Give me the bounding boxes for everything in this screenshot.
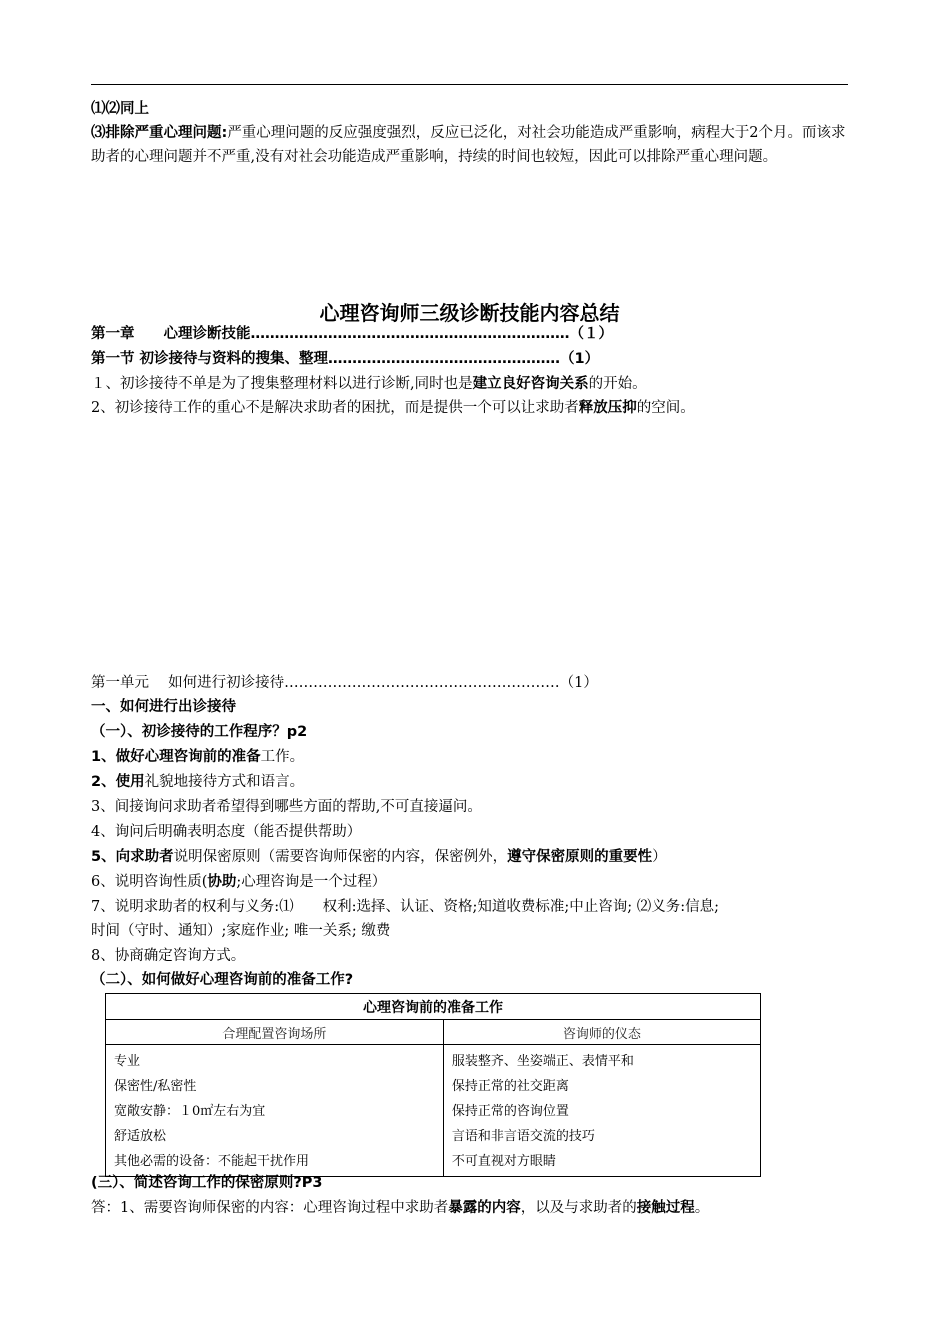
note-2-end: 的空间。 xyxy=(636,400,695,416)
toc-chapter: 第一章 心理诊断技能…………………………………………………………（１） xyxy=(91,326,613,342)
step-5-emphasis: 遵守保密原则的重要性 xyxy=(507,849,653,865)
list-item: 保持正常的社交距离 xyxy=(451,1079,569,1094)
step-6-end: ;心理咨询是一个过程） xyxy=(236,874,387,890)
table-header-demeanor: 咨询师的仪态 xyxy=(443,1020,760,1045)
answer-end: 。 xyxy=(694,1200,710,1216)
list-item: 言语和非言语交流的技巧 xyxy=(451,1129,595,1144)
demeanor-column xyxy=(443,1045,760,1177)
step-6-text: 6、说明咨询性质( xyxy=(91,874,208,890)
same-as-above-line: ⑴⑵同上 xyxy=(91,101,149,117)
heading-2: （一）、初诊接待的工作程序？p2 xyxy=(91,724,308,740)
exclude-serious-problem-text: 严重心理问题的反应强度强烈，反应已泛化，对社会功能造成严重影响，病程大于2个月。而该求助者的心理问题并不严重,没有对社会功能造成严重影响，持续的时间也较短，因此可以排除严重心理问题。 xyxy=(91,125,846,165)
step-7-continued: 时间（守时、通知）;家庭作业; 唯一关系; 缴费 xyxy=(91,923,391,939)
list-item: 保持正常的咨询位置 xyxy=(451,1104,569,1119)
list-item: 宽敞安静：１0㎡左右为宜 xyxy=(114,1104,266,1119)
step-5 xyxy=(91,847,667,867)
toc-section: 第一节 初诊接待与资料的搜集、整理…………………………………………（1） xyxy=(91,351,600,367)
document-title: 心理咨询师三级诊断技能内容总结 xyxy=(319,301,620,325)
step-5-text: 说明保密原则（需要咨询师保密的内容，保密例外， xyxy=(173,849,508,865)
step-2 xyxy=(91,772,304,792)
list-item: 服装整齐、坐姿端正、表情平和 xyxy=(451,1054,634,1069)
answer-text-2: ，以及与求助者的 xyxy=(520,1200,637,1216)
step-2-text: 礼貌地接待方式和语言。 xyxy=(144,774,305,790)
list-item: 舒适放松 xyxy=(114,1129,167,1144)
heading-1: 一、如何进行出诊接待 xyxy=(91,699,236,715)
step-3: 3、间接询问求助者希望得到哪些方面的帮助,不可直接逼问。 xyxy=(91,799,482,815)
step-5-bold: 5、向求助者 xyxy=(91,849,174,865)
step-1-text: 工作。 xyxy=(260,749,305,765)
step-1-bold: 1、做好心理咨询前的准备 xyxy=(91,749,261,765)
answer-line xyxy=(91,1198,709,1218)
preparation-table xyxy=(105,993,761,1177)
table-header-venue: 合理配置咨询场所 xyxy=(106,1020,444,1045)
heading-3: （二）、如何做好心理咨询前的准备工作? xyxy=(91,972,354,988)
heading-4: (三）、简述咨询工作的保密原则?P3 xyxy=(91,1175,323,1191)
answer-text: 答：1、需要咨询师保密的内容：心理咨询过程中求助者 xyxy=(91,1200,449,1216)
note-1-emphasis: 建立良好咨询关系 xyxy=(472,376,589,392)
step-2-bold: 2、使用 xyxy=(91,774,145,790)
note-2 xyxy=(91,398,695,418)
step-5-end: ） xyxy=(652,849,667,865)
step-8: 8、协商确定咨询方式。 xyxy=(91,948,246,964)
step-6-emphasis: 协助 xyxy=(207,874,237,890)
exclude-serious-problem-label: ⑶排除严重心理问题: xyxy=(91,125,228,141)
venue-column xyxy=(106,1045,444,1177)
note-1-text: １、初诊接待不单是为了搜集整理材料以进行诊断,同时也是 xyxy=(91,376,473,392)
step-4: 4、询问后明确表明态度（能否提供帮助） xyxy=(91,824,362,840)
note-2-text: 2、初诊接待工作的重心不是解决求助者的困扰，而是提供一个可以让求助者 xyxy=(91,400,579,416)
note-2-emphasis: 释放压抑 xyxy=(578,400,637,416)
header-rule xyxy=(91,84,848,85)
table-caption: 心理咨询前的准备工作 xyxy=(106,994,761,1020)
step-1 xyxy=(91,747,304,767)
list-item: 专业 xyxy=(114,1054,141,1069)
step-7: 7、说明求助者的权利与义务:⑴ 权利:选择、认证、资格;知道收费标准;中止咨询; ⑵义务:信息; xyxy=(91,899,720,915)
list-item: 其他必需的设备：不能起干扰作用 xyxy=(114,1154,310,1169)
exclude-serious-problem-paragraph xyxy=(91,121,848,169)
toc-unit: 第一单元 如何进行初诊接待…………………………………………………（1） xyxy=(91,675,598,691)
note-1 xyxy=(91,374,647,394)
answer-emphasis-1: 暴露的内容 xyxy=(448,1200,521,1216)
answer-emphasis-2: 接触过程 xyxy=(636,1200,695,1216)
list-item: 保密性/私密性 xyxy=(114,1079,197,1094)
step-6 xyxy=(91,872,386,892)
note-1-end: 的开始。 xyxy=(588,376,647,392)
list-item: 不可直视对方眼睛 xyxy=(451,1154,556,1169)
